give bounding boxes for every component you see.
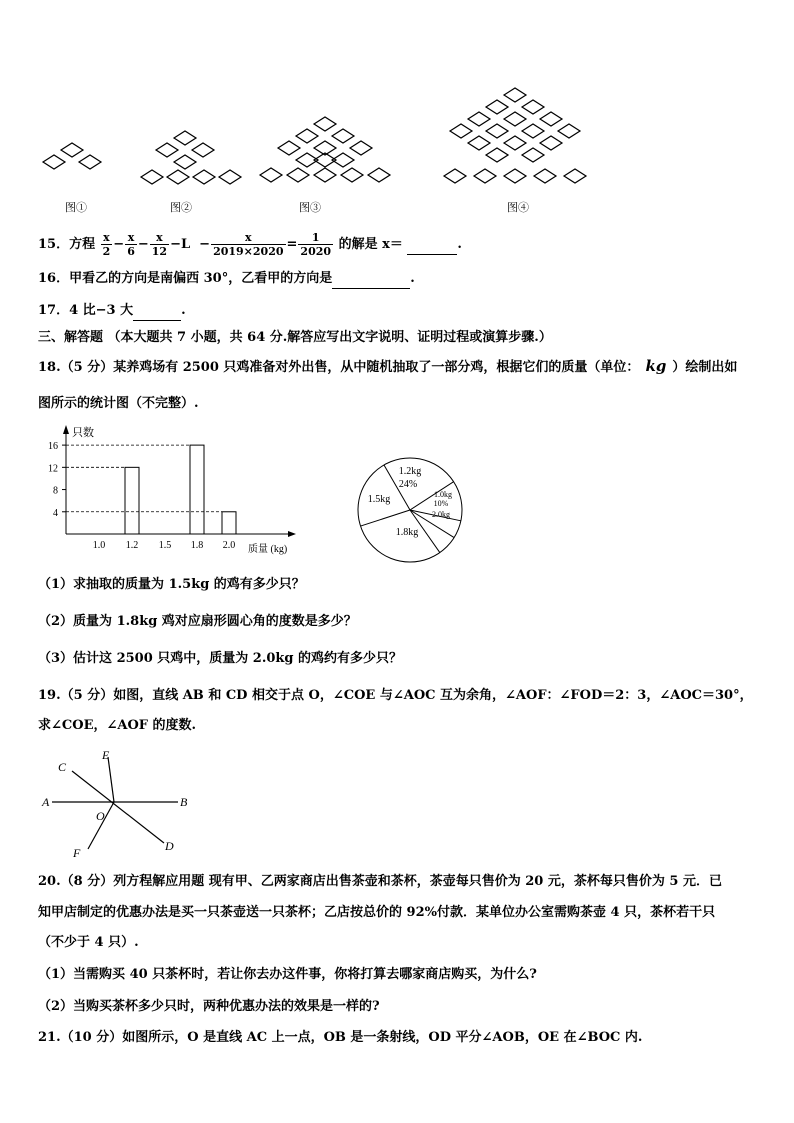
diamond <box>43 155 65 169</box>
diamond <box>156 143 178 157</box>
line-cd <box>72 771 164 843</box>
point-label-e: E <box>102 748 110 762</box>
diamond <box>558 124 580 138</box>
y-tick-label: 12 <box>48 463 58 475</box>
ray-oe <box>108 757 114 802</box>
fraction-x-over-2: $\frac{x}{2}$ <box>102 231 111 258</box>
question-18-line1: 18.（5 分）某养鸡场有 2500 只鸡准备对外出售，从中随机抽取了一部分鸡，根据它们的质量（单位： kg ）绘制出如 <box>38 357 738 375</box>
point-label-o: O <box>96 809 105 823</box>
question-21-line1: 21.（10 分）如图所示，O 是直线 AC 上一点，OB 是一条射线，OD 平分∠AOB，OE 在∠BOC 内. <box>38 1030 643 1045</box>
answer-blank-16[interactable] <box>332 270 410 289</box>
diamond <box>314 117 336 131</box>
diamond <box>522 100 544 114</box>
pie-slice-label: 1.5kg <box>367 494 391 505</box>
diamond <box>174 131 196 145</box>
question-15: 15．方程 $\frac{x}{2}$ − $\frac{x}{6}$ − $\frac{x}{12}$ −L − $\frac{x}{2019\times 2020}$ = $\frac{1}{2020}$ 的解是 x＝ . <box>38 231 462 258</box>
question-19-line1: 19.（5 分）如图，直线 AB 和 CD 相交于点 O，∠COE 与∠AOC 互为余角，∠AOF：∠FOD＝2：3，∠AOC＝30°， <box>38 688 753 703</box>
diamond <box>174 155 196 169</box>
q15-suffix: 的解是 x＝ <box>338 237 403 252</box>
fraction-1-over-2020: $\frac{1}{2020}$ <box>300 231 332 258</box>
question-20-line3: （不少于 4 只）. <box>38 935 139 950</box>
diamond <box>296 129 318 143</box>
question-18-sub3: （3）估计这 2500 只鸡中，质量为 2.0kg 的鸡约有多少只？ <box>38 651 403 666</box>
y-tick-label: 16 <box>48 441 58 453</box>
bar <box>222 512 236 534</box>
y-tick-label: 8 <box>53 485 58 497</box>
bar-chart <box>38 420 308 558</box>
diamond <box>350 141 372 155</box>
diamond <box>332 129 354 143</box>
pie-slice-label: 2.0kg <box>432 510 450 519</box>
question-17: 17．4 比−3 大 . <box>38 302 186 321</box>
ellipsis: L <box>180 237 191 252</box>
bar <box>190 445 204 534</box>
diamond <box>486 148 508 162</box>
x-tick-label: 2.0 <box>222 540 236 551</box>
point-label-a: A <box>42 795 50 809</box>
diamond <box>341 168 363 182</box>
unit-kg: kg <box>645 357 667 375</box>
question-20-sub1: （1）当需购买 40 只茶杯时，若让你去办这件事，你将打算去哪家商店购买，为什么? <box>38 967 537 982</box>
diamond <box>167 170 189 184</box>
point-label-f: F <box>73 846 81 860</box>
diamond <box>287 168 309 182</box>
y-tick-label: 4 <box>53 507 58 519</box>
fraction-x-over-12: $\frac{x}{12}$ <box>151 231 168 258</box>
diamond <box>540 112 562 126</box>
point-label-d: D <box>165 839 174 853</box>
answer-blank-15[interactable] <box>407 236 457 255</box>
diamond <box>141 170 163 184</box>
y-axis-arrow <box>63 425 69 434</box>
y-axis-label: 只数 <box>72 427 94 439</box>
point-label-c: C <box>58 760 67 774</box>
figure-label-4: 图④ <box>507 202 529 214</box>
question-18-sub1: （1）求抽取的质量为 1.5kg 的鸡有多少只？ <box>38 577 305 592</box>
diamond <box>522 124 544 138</box>
diamond <box>444 169 466 183</box>
question-20-sub2: （2）当购买茶杯多少只时，两种优惠办法的效果是一样的? <box>38 999 380 1014</box>
question-18-sub2: （2）质量为 1.8kg 鸡对应扇形圆心角的度数是多少？ <box>38 614 357 629</box>
diamond <box>504 112 526 126</box>
diamond <box>504 136 526 150</box>
pie-slice-label: 1.2kg <box>398 466 422 477</box>
fraction-x-over-6: $\frac{x}{6}$ <box>127 231 135 258</box>
x-tick-label: 1.5 <box>158 540 172 551</box>
diamond <box>79 155 101 169</box>
x-tick-label: 1.8 <box>190 540 204 551</box>
section-heading-3: 三、解答题 （本大题共 7 小题，共 64 分.解答应写出文字说明、证明过程或演算步骤.） <box>38 330 552 345</box>
point-label-b: B <box>180 795 188 809</box>
diamond <box>504 169 526 183</box>
figure-label-1: 图① <box>65 202 87 214</box>
figure-label-2: 图② <box>170 202 192 214</box>
question-20-line2: 知甲店制定的优惠办法是买一只茶壶送一只茶杯；乙店按总价的 92%付款．某单位办公室需购茶壶 4 只，茶杯若干只 <box>38 905 716 920</box>
answer-blank-17[interactable] <box>133 302 181 321</box>
q16-text: 16．甲看乙的方向是南偏西 30°，乙看甲的方向是 <box>38 271 333 286</box>
diamond <box>468 112 490 126</box>
pie-slice-percent: 24% <box>398 479 418 490</box>
diamond <box>192 143 214 157</box>
x-tick-label: 1.0 <box>92 540 106 551</box>
diamond <box>522 148 544 162</box>
q15-prefix: 15．方程 <box>38 237 96 252</box>
diamond-pattern-figures <box>30 80 770 220</box>
geometry-figure-19 <box>30 745 200 860</box>
question-18-line2: 图所示的统计图（不完整）. <box>38 396 199 411</box>
diamond <box>278 141 300 155</box>
diamond <box>504 88 526 102</box>
question-19-line2: 求∠COE，∠AOF 的度数. <box>38 718 197 733</box>
pie-slice-label: 1.0kg <box>434 490 452 499</box>
diamond <box>486 100 508 114</box>
figure-label-3: 图③ <box>299 202 321 214</box>
diamond <box>450 124 472 138</box>
diamond <box>368 168 390 182</box>
diamond <box>540 136 562 150</box>
diamond <box>486 124 508 138</box>
q17-text: 17．4 比−3 大 <box>38 303 134 318</box>
diamond <box>260 168 282 182</box>
pie-slice-percent: 10% <box>433 499 449 508</box>
x-axis-label: 质量 (kg) <box>248 544 288 555</box>
question-20-line1: 20.（8 分）列方程解应用题 现有甲、乙两家商店出售茶壶和茶杯，茶壶每只售价为 20 元，茶杯每只售价为 5 元．已 <box>38 874 722 889</box>
fraction-x-over-2019x2020: $\frac{x}{2019\times 2020}$ <box>213 231 284 258</box>
diamond <box>468 136 490 150</box>
diamond <box>314 168 336 182</box>
diamond <box>564 169 586 183</box>
pie-chart <box>355 455 465 565</box>
diamond <box>61 143 83 157</box>
pie-slice-label: 1.8kg <box>395 527 419 538</box>
diamond <box>219 170 241 184</box>
bar <box>125 467 139 534</box>
question-16: 16．甲看乙的方向是南偏西 30°，乙看甲的方向是 . <box>38 270 415 289</box>
diamond <box>474 169 496 183</box>
x-axis-arrow <box>288 531 296 537</box>
x-tick-label: 1.2 <box>125 540 139 551</box>
diamond <box>534 169 556 183</box>
diamond <box>193 170 215 184</box>
